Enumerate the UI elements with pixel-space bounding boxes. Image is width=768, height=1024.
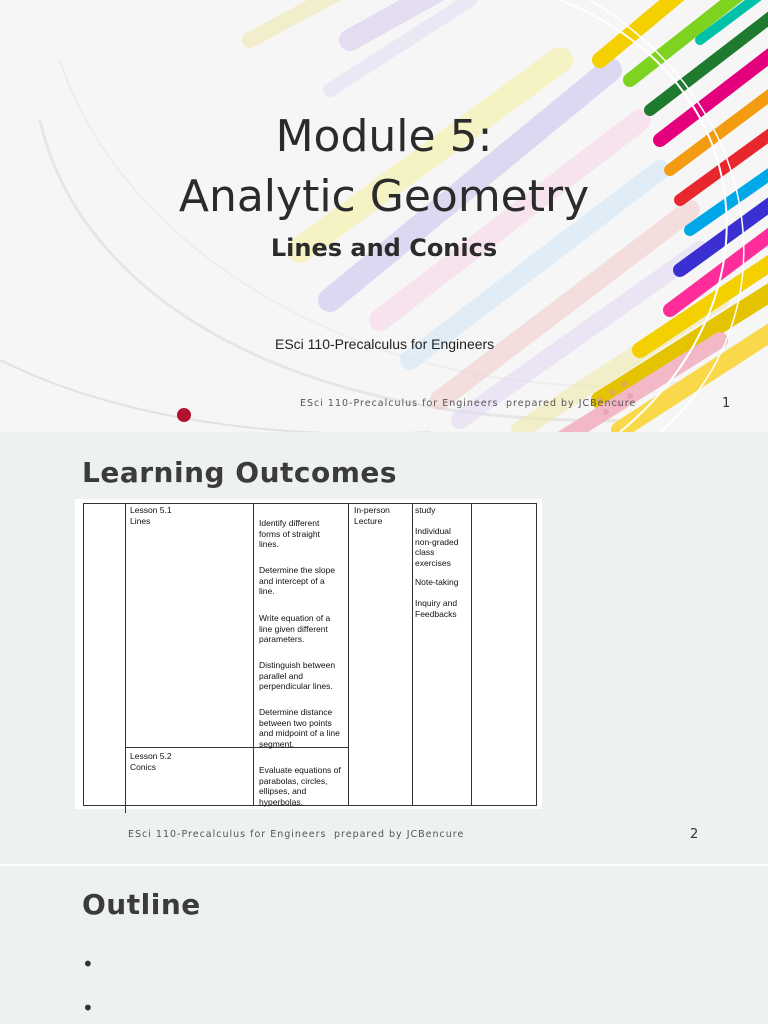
title-slide	[0, 0, 768, 432]
activity-line: exercises	[415, 557, 451, 568]
table-border-top	[83, 503, 537, 504]
footer-course: ESci 110-Precalculus for Engineers	[300, 398, 499, 409]
outcomes-table	[75, 499, 542, 809]
table-col-line	[125, 503, 126, 813]
delivery-line: In-person	[354, 505, 390, 515]
footer-author: prepared by JCBencure	[506, 398, 637, 409]
lesson-number: Lesson 5.2	[130, 751, 172, 761]
bullet-item: •	[82, 996, 94, 1020]
activity-line: Feedbacks	[415, 608, 457, 619]
delivery-line: Lecture	[354, 515, 383, 526]
footer-author: prepared by JCBencure	[334, 829, 465, 840]
outcome-item	[259, 707, 340, 749]
table-col-line	[83, 503, 84, 806]
outcome-line: between two points	[259, 717, 332, 728]
table-col-line	[253, 503, 254, 806]
table-col-line	[348, 503, 349, 806]
slide-heading: Learning Outcomes	[82, 456, 398, 489]
outcome-line: and midpoint of a line	[259, 728, 340, 738]
activity-item	[415, 505, 435, 516]
outcome-line: lines.	[259, 539, 279, 549]
delivery-cell	[354, 505, 390, 526]
outcome-item	[259, 518, 320, 550]
outcome-item	[259, 565, 335, 597]
outcome-line: ellipses, and	[259, 786, 307, 796]
outcome-line: line given different	[259, 623, 328, 634]
lesson-cell	[130, 751, 172, 772]
outcome-line: parameters.	[259, 634, 305, 644]
activity-line: Note-taking	[415, 577, 459, 587]
activity-line: study	[415, 505, 436, 515]
slide-title-line2: Analytic Geometry	[178, 171, 590, 222]
table-col-line	[536, 503, 537, 806]
activity-line: Inquiry and	[415, 598, 458, 608]
outcome-line: Determine distance	[259, 707, 333, 717]
outcome-line: Identify different	[259, 518, 320, 528]
course-name: ESci 110-Precalculus for Engineers	[275, 336, 495, 352]
outline-slide	[0, 866, 768, 1024]
activity-line: non-graded	[415, 536, 459, 547]
lesson-number: Lesson 5.1	[130, 505, 172, 515]
activity-line: class	[415, 547, 435, 557]
outcome-line: forms of straight	[259, 528, 320, 539]
page-number: 1	[722, 396, 731, 411]
table-col-line	[412, 503, 413, 806]
page-number: 2	[690, 827, 699, 842]
lesson-cell	[130, 505, 172, 526]
outcome-item	[259, 613, 330, 645]
activity-item	[415, 598, 457, 619]
outcome-item	[259, 660, 335, 692]
learning-outcomes-slide	[0, 432, 768, 864]
lesson-topic: Lines	[130, 515, 151, 526]
outcome-line: Determine the slope	[259, 565, 336, 575]
outcome-line: Distinguish between	[259, 660, 336, 670]
slide-heading: Outline	[82, 888, 201, 921]
outcome-line: Write equation of a	[259, 613, 331, 623]
outcome-line: parabolas, circles,	[259, 775, 328, 786]
activity-line: Individual	[415, 526, 451, 536]
slide-title-line1: Module 5:	[275, 111, 493, 162]
outcome-line: perpendicular lines.	[259, 681, 333, 691]
outcome-line: segment.	[259, 738, 294, 749]
outcome-line: Evaluate equations of	[259, 765, 341, 775]
outcome-line: line.	[259, 586, 275, 596]
table-col-line	[471, 503, 472, 806]
activity-item	[415, 526, 458, 568]
outcome-line: hyperbolas.	[259, 796, 303, 807]
bullet-item: •	[82, 952, 94, 976]
lesson-topic: Conics	[130, 761, 156, 772]
footer-course: ESci 110-Precalculus for Engineers	[128, 829, 327, 840]
activity-item	[415, 577, 458, 588]
outcome-line: and intercept of a	[259, 575, 325, 586]
outcome-item	[259, 765, 341, 807]
slide-subtitle: Lines and Conics	[270, 234, 498, 262]
outcome-line: parallel and	[259, 670, 303, 681]
